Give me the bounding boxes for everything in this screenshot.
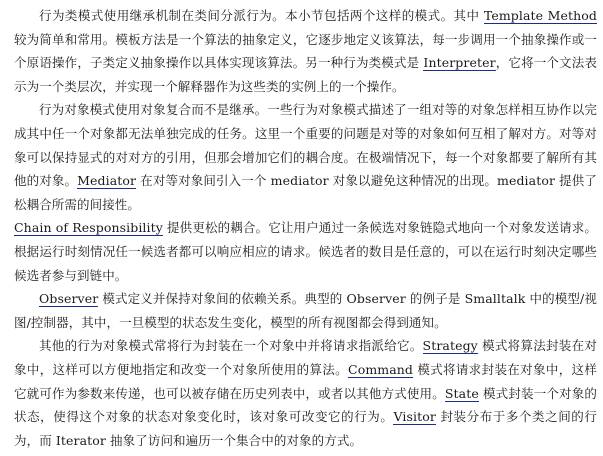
- paragraph-text: 封装分布于多个类之间的行为，而 Iterator 抽象了访问和遍历一个集合中的对象的方式。: [14, 409, 597, 448]
- interpreter-link[interactable]: Interpreter: [423, 55, 496, 71]
- command-link[interactable]: Command: [348, 361, 414, 377]
- mediator-link[interactable]: Mediator: [77, 173, 137, 189]
- paragraph-text: 行为对象模式使用对象复合而不是继承。一些行为对象模式描述了一组对等的对象怎样相互协作以完成其中任一个对象都无法单独完成的任务。这里一个重要的问题是对等的对象如何互相了解对方。对等对象可以保持显式的对对方的引用，但那会增加它们的耦合度。在极端情况下，每一个对象都要了解所有其他的对象。: [14, 102, 597, 189]
- template-method-link[interactable]: Template Method: [483, 8, 597, 23]
- paragraph-text: 模式封装一个对象的状态，使得这个对象的状态对象变化时，该对象可改变它的行为。: [14, 385, 597, 425]
- paragraph-text: 行为类模式使用继承机制在类间分派行为。本小节包括两个这样的模式。其中: [39, 8, 484, 23]
- paragraph-chain-of-responsibility: [14, 216, 597, 287]
- paragraph-object-patterns: [14, 98, 597, 216]
- paragraph-text: 提供更松的耦合。它让用户通过一条候选对象链隐式地向一个对象发送请求。根据运行时刻情况任一候选者都可以响应相应的请求。候选者的数目是任意的，可以在运行时刻决定哪些候选者参与到链中。: [14, 220, 597, 283]
- paragraph-text: 模式将算法封装在对象中，这样可以方便地指定和改变一个对象所使用的算法。: [14, 338, 597, 377]
- paragraph-text: ，它将一个文法表示为一个类层次，并实现一个解释器作为这些类的实例上的一个操作。: [14, 55, 597, 94]
- paragraph-text: 模式将请求封装在对象中，这样它就可作为参数来传递，也可以被存储在历史列表中，或者以其他方式使用。: [14, 361, 597, 401]
- state-link[interactable]: State: [444, 385, 479, 401]
- paragraph-observer: [14, 287, 597, 334]
- paragraph-text: 其他的行为对象模式常将行为封装在一个对象中并将请求指派给它。: [39, 338, 423, 354]
- visitor-link[interactable]: Visitor: [393, 409, 436, 425]
- paragraph-text: 较为简单和常用。模板方法是一个算法的抽象定义，它逐步地定义该算法，每一步调用一个抽象操作或一个原语操作，子类定义抽象操作以具体实现该算法。另一种行为类模式是: [14, 31, 597, 71]
- observer-link[interactable]: Observer: [39, 291, 99, 307]
- paragraph-text: 在对等对象间引入一个 mediator 对象以避免这种情况的出现。mediator 提供了松耦合所需的间接性。: [14, 173, 597, 212]
- chain-of-responsibility-link[interactable]: Chain of Responsibility: [14, 220, 163, 236]
- strategy-link[interactable]: Strategy: [422, 338, 478, 354]
- paragraph-text: 模式定义并保持对象间的依赖关系。典型的 Observer 的例子是 Smalltalk 中的模型/视图/控制器，其中，一旦模型的状态发生变化，模型的所有视图都会得到通知。: [14, 291, 597, 330]
- paragraph-encapsulation-patterns: [14, 334, 597, 452]
- paragraph-class-patterns: [14, 4, 597, 98]
